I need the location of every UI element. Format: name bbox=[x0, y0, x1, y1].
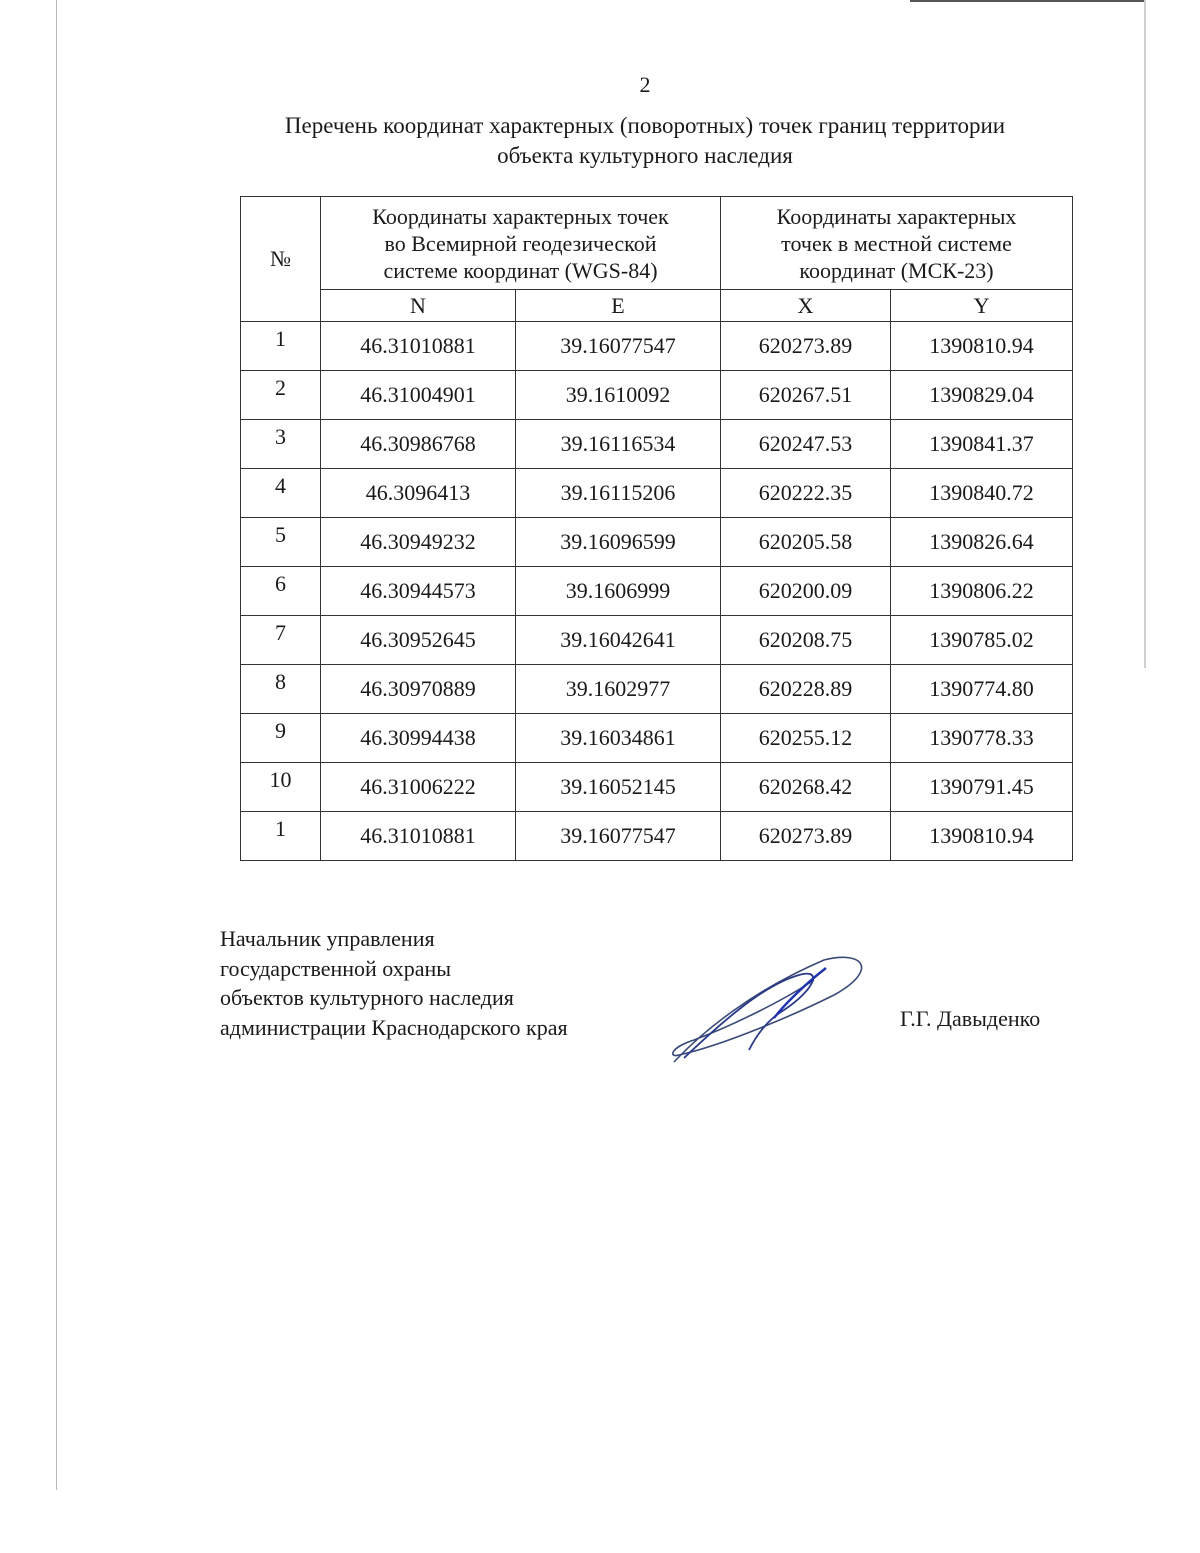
cell-y: 1390806.22 bbox=[891, 567, 1073, 616]
cell-n: 46.30970889 bbox=[321, 665, 516, 714]
cell-number: 3 bbox=[241, 420, 321, 469]
header-x: X bbox=[721, 290, 891, 322]
cell-number: 2 bbox=[241, 371, 321, 420]
table-row bbox=[241, 420, 1073, 469]
cell-n: 46.3096413 bbox=[321, 469, 516, 518]
cell-number: 6 bbox=[241, 567, 321, 616]
cell-e: 39.1602977 bbox=[516, 665, 721, 714]
cell-e: 39.16116534 bbox=[516, 420, 721, 469]
position-line-1: Начальник управления bbox=[220, 926, 435, 951]
header-n: N bbox=[321, 290, 516, 322]
cell-y: 1390774.80 bbox=[891, 665, 1073, 714]
cell-y: 1390791.45 bbox=[891, 763, 1073, 812]
position-line-3: объектов культурного наследия bbox=[220, 985, 514, 1010]
header-wgs84-group bbox=[321, 197, 721, 290]
cell-n: 46.31010881 bbox=[321, 322, 516, 371]
cell-e: 39.1606999 bbox=[516, 567, 721, 616]
header-msk23-group bbox=[721, 197, 1073, 290]
header-wgs84-line-3: системе координат (WGS-84) bbox=[383, 257, 658, 283]
cell-n: 46.30952645 bbox=[321, 616, 516, 665]
cell-x: 620200.09 bbox=[721, 567, 891, 616]
cell-number: 4 bbox=[241, 469, 321, 518]
table-row bbox=[241, 714, 1073, 763]
position-line-4: администрации Краснодарского края bbox=[220, 1014, 568, 1040]
cell-x: 620268.42 bbox=[721, 763, 891, 812]
cell-x: 620205.58 bbox=[721, 518, 891, 567]
table-row bbox=[241, 665, 1073, 714]
cell-x: 620273.89 bbox=[721, 812, 891, 861]
cell-number: 1 bbox=[241, 812, 321, 861]
header-y: Y bbox=[891, 290, 1073, 322]
scan-edge-top bbox=[910, 0, 1145, 2]
cell-n: 46.30986768 bbox=[321, 420, 516, 469]
position-line-2: государственной охраны bbox=[220, 955, 452, 981]
table-row bbox=[241, 322, 1073, 371]
cell-x: 620222.35 bbox=[721, 469, 891, 518]
cell-e: 39.16052145 bbox=[516, 763, 721, 812]
signature-stroke-1 bbox=[673, 957, 862, 1062]
cell-number: 7 bbox=[241, 616, 321, 665]
header-wgs84-line-2: во Всемирной геодезической bbox=[384, 230, 657, 256]
title-line-1: Перечень координат характерных (поворотных) точек границ территории bbox=[284, 113, 1006, 138]
cell-e: 39.16077547 bbox=[516, 322, 721, 371]
title-line-2: объекта культурного наследия bbox=[497, 143, 793, 168]
cell-y: 1390826.64 bbox=[891, 518, 1073, 567]
cell-e: 39.16042641 bbox=[516, 616, 721, 665]
document-title bbox=[200, 111, 1090, 171]
header-msk23-line-2: точек в местной системе bbox=[781, 230, 1012, 256]
cell-x: 620267.51 bbox=[721, 371, 891, 420]
cell-y: 1390841.37 bbox=[891, 420, 1073, 469]
cell-n: 46.31010881 bbox=[321, 812, 516, 861]
cell-e: 39.1610092 bbox=[516, 371, 721, 420]
scan-edge-left bbox=[56, 0, 57, 1490]
header-msk23-line-1: Координаты характерных bbox=[776, 203, 1017, 229]
table-row bbox=[241, 616, 1073, 665]
cell-e: 39.16096599 bbox=[516, 518, 721, 567]
cell-n: 46.31004901 bbox=[321, 371, 516, 420]
cell-y: 1390810.94 bbox=[891, 812, 1073, 861]
cell-number: 1 bbox=[241, 322, 321, 371]
handwritten-signature bbox=[664, 950, 884, 1070]
cell-n: 46.30944573 bbox=[321, 567, 516, 616]
cell-y: 1390778.33 bbox=[891, 714, 1073, 763]
table-header-row bbox=[241, 197, 1073, 290]
table-row bbox=[241, 469, 1073, 518]
header-wgs84-line-1: Координаты характерных точек bbox=[372, 203, 669, 229]
cell-e: 39.16034861 bbox=[516, 714, 721, 763]
signatory-position bbox=[220, 924, 568, 1042]
header-e: E bbox=[516, 290, 721, 322]
table-row bbox=[241, 518, 1073, 567]
cell-x: 620255.12 bbox=[721, 714, 891, 763]
cell-n: 46.31006222 bbox=[321, 763, 516, 812]
coordinates-table bbox=[240, 196, 1073, 861]
table-row bbox=[241, 567, 1073, 616]
cell-x: 620228.89 bbox=[721, 665, 891, 714]
cell-number: 5 bbox=[241, 518, 321, 567]
cell-n: 46.30994438 bbox=[321, 714, 516, 763]
cell-number: 10 bbox=[241, 763, 321, 812]
cell-e: 39.16115206 bbox=[516, 469, 721, 518]
cell-y: 1390829.04 bbox=[891, 371, 1073, 420]
table-row bbox=[241, 812, 1073, 861]
cell-number: 8 bbox=[241, 665, 321, 714]
cell-e: 39.16077547 bbox=[516, 812, 721, 861]
table-row bbox=[241, 763, 1073, 812]
signer-name: Г.Г. Давыденко bbox=[900, 1006, 1041, 1031]
scan-edge-right bbox=[1144, 0, 1146, 668]
cell-y: 1390810.94 bbox=[891, 322, 1073, 371]
table-subheader-row bbox=[241, 290, 1073, 322]
header-number: № bbox=[241, 197, 321, 322]
table-row bbox=[241, 371, 1073, 420]
header-msk23-line-3: координат (МСК-23) bbox=[799, 257, 994, 283]
cell-y: 1390840.72 bbox=[891, 469, 1073, 518]
page-number: 2 bbox=[639, 72, 651, 97]
cell-n: 46.30949232 bbox=[321, 518, 516, 567]
cell-x: 620208.75 bbox=[721, 616, 891, 665]
cell-y: 1390785.02 bbox=[891, 616, 1073, 665]
cell-x: 620247.53 bbox=[721, 420, 891, 469]
cell-number: 9 bbox=[241, 714, 321, 763]
cell-x: 620273.89 bbox=[721, 322, 891, 371]
